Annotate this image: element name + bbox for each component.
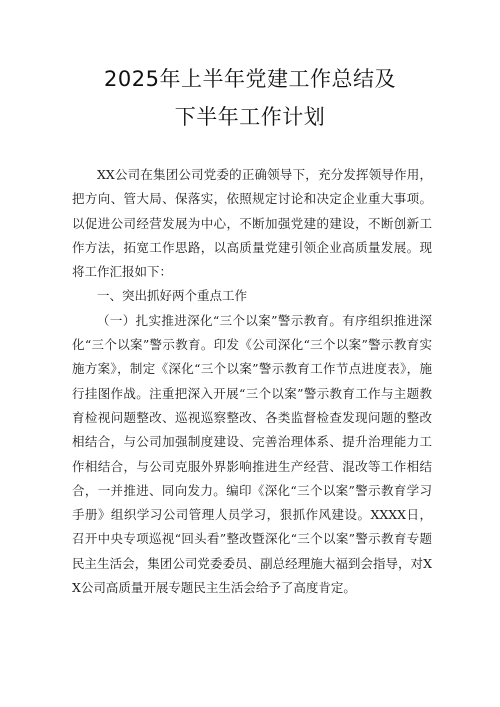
- section-heading: 一、突出抓好两个重点工作: [97, 288, 248, 304]
- document-title-line1: 2025年上半年党建工作总结及: [104, 67, 396, 91]
- section-item-paragraph: （一）扎实推进深化“三个以案”警示教育。有序组织推进深化“三个以案”警示教育。印发《公司深化“三个以案”警示教育实施方案》，制定《深化“三个以案”警示教育工作节点进度表》，施行挂图作战。注重把深入开展“三个以案”警示教育工作与主题教育检视问题整改、巡视巡察整改、各类监督检查发现问题的整改相结合，与公司加强制度建设、完善治理体系、提升治理能力工作相结合，与公司克服外界影响推进生产经营、混改等工作相结合，一并推进、同向发力。编印《深化“三个以案”警示教育学习手册》组织学习公司管理人员学习，狠抓作风建设。XXXX日，召开中央专项巡视“回头看”整改暨深化“三个以案”警示教育专题民主生活会，集团公司党委委员、副总经理施大福到会指导，对XX公司高质量开展专题民主生活会给予了高度肯定。: [72, 312, 432, 596]
- document-title-line2: 下半年工作计划: [174, 105, 326, 129]
- intro-paragraph: XX公司在集团公司党委的正确领导下，充分发挥领导作用，把方向、管大局、保落实，依照规定讨论和决定企业重大事项。以促进公司经营发展为中心，不断加强党建的建设，不断创新工作方法，拓宽工作思路，以高质量党建引领企业高质量发展。现将工作汇报如下：: [72, 167, 432, 280]
- document-body: [72, 163, 432, 600]
